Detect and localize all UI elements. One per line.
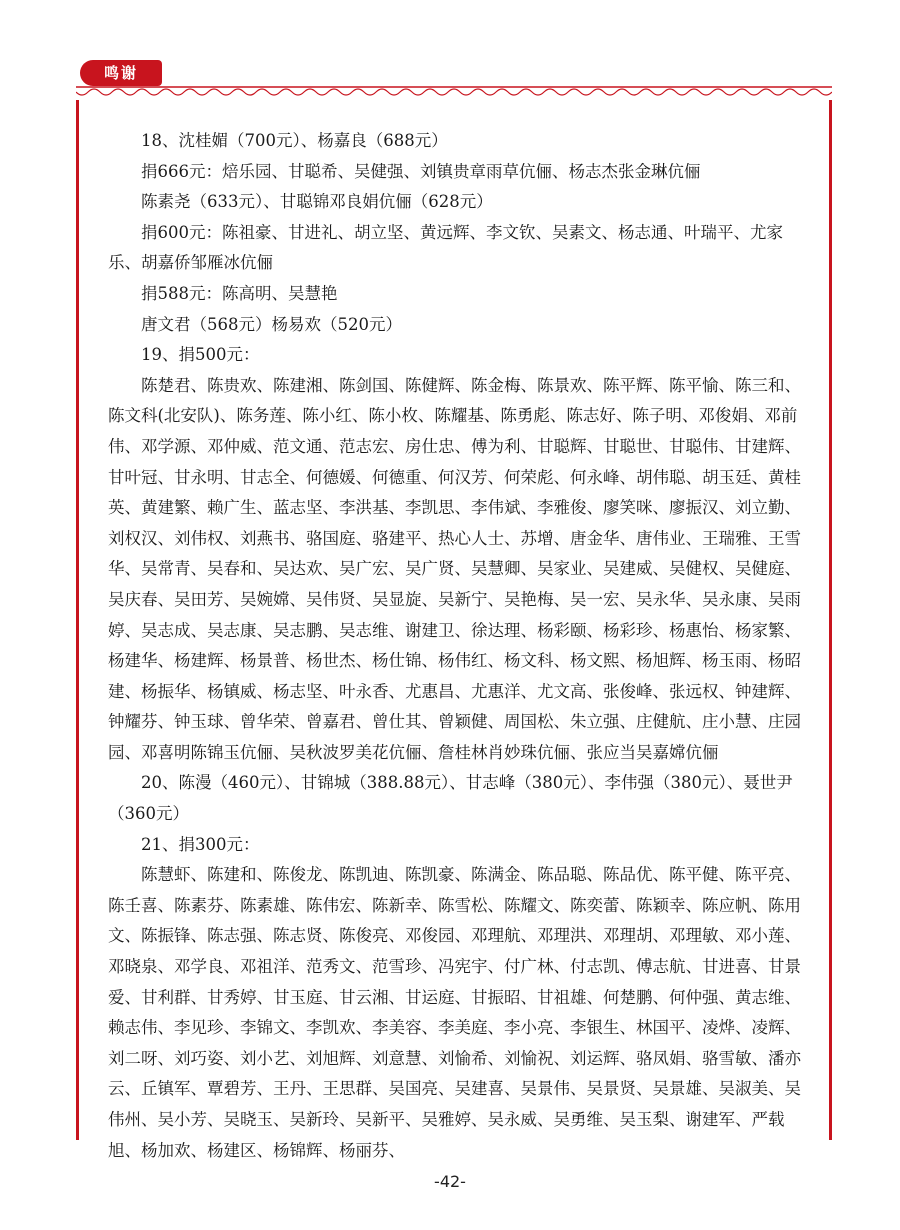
decorative-header-rule bbox=[76, 84, 832, 100]
right-margin-rule bbox=[829, 100, 832, 1140]
paragraph-20: 20、陈漫（460元）、甘锦城（388.88元）、甘志峰（380元）、李伟强（380元）、聂世尹（360元） bbox=[108, 773, 793, 824]
donors-300-list: 陈慧虾、陈建和、陈俊龙、陈凯迪、陈凯豪、陈满金、陈品聪、陈品优、陈平健、陈平亮、陈壬喜、陈素芬、陈素雄、陈伟宏、陈新幸、陈雪松、陈耀文、陈奕蕾、陈颖幸、陈应帆、陈用文、陈振锋、陈志强、陈志贤、陈俊亮、邓俊园、邓理航、邓理洪、邓理胡、邓理敏、邓小莲、邓晓泉、邓学良、邓祖洋、范秀文、范雪珍、冯宪宇、付广林、付志凯、傅志航、甘进喜、甘景爱、甘利群、甘秀婷、甘玉庭、甘云湘、甘运庭、甘振昭、甘祖雄、何楚鹏、何仲强、黄志维、赖志伟、李见珍、李锦文、李凯欢、李美容、李美庭、李小亮、李银生、林国平、凌烨、凌辉、刘二呀、刘巧姿、刘小艺、刘旭辉、刘意慧、刘愉希、刘愉祝、刘运辉、骆凤娟、骆雪敏、潘亦云、丘镇军、覃碧芳、王丹、王思群、吴国亮、吴建喜、吴景伟、吴景贤、吴景雄、吴淑美、吴伟州、吴小芳、吴晓玉、吴新玲、吴新平、吴雅婷、吴永威、吴勇维、吴玉梨、谢建军、严载旭、杨加欢、杨建区、杨锦辉、杨丽芬、 bbox=[108, 865, 801, 1160]
paragraph-633: 陈素尧（633元）、甘聪锦邓良娟伉俪（628元） bbox=[141, 192, 493, 212]
donors-500-list: 陈楚君、陈贵欢、陈建湘、陈剑国、陈健辉、陈金梅、陈景欢、陈平辉、陈平愉、陈三和、陈文科(北安队)、陈务莲、陈小红、陈小枚、陈耀基、陈勇彪、陈志好、陈子明、邓俊娟、邓前伟、邓学源、邓仲威、范文通、范志宏、房仕忠、傅为利、甘聪辉、甘聪世、甘聪伟、甘建辉、甘叶冠、甘永明、甘志全、何德媛、何德重、何汉芳、何荣彪、何永峰、胡伟聪、胡玉廷、黄桂英、黄建繁、赖广生、蓝志坚、李洪基、李凯思、李伟斌、李雅俊、廖笑咪、廖振汉、刘立勤、刘权汉、刘伟权、刘燕书、骆国庭、骆建平、热心人士、苏增、唐金华、唐伟业、王瑞雅、王雪华、吴常青、吴春和、吴达欢、吴广宏、吴广贤、吴慧卿、吴家业、吴建威、吴健权、吴健庭、吴庆春、吴田芳、吴婉嫦、吴伟贤、吴显旋、吴新宁、吴艳梅、吴一宏、吴永华、吴永康、吴雨婷、吴志成、吴志康、吴志鹏、吴志维、谢建卫、徐达理、杨彩颐、杨彩珍、杨惠怡、杨家繁、杨建华、杨建辉、杨景普、杨世杰、杨仕锦、杨伟红、杨文科、杨文熙、杨旭辉、杨玉雨、杨昭建、杨振华、杨镇威、杨志坚、叶永香、尤惠昌、尤惠洋、尤文高、张俊峰、张远权、钟建辉、钟耀芬、钟玉球、曾华荣、曾嘉君、曾仕其、曾颖健、周国松、朱立强、庄健航、庄小慧、庄园园、邓喜明陈锦玉伉俪、吴秋波罗美花伉俪、詹桂林肖妙珠伉俪、张应当吴嘉嫦伉俪 bbox=[108, 375, 801, 762]
section-tab-acknowledgements: 鸣谢 bbox=[80, 60, 162, 86]
page-number: -42- bbox=[434, 1172, 466, 1191]
paragraph-666: 捐666元：焙乐园、甘聪希、吴健强、刘镇贵章雨草伉俪、杨志杰张金琳伉俪 bbox=[141, 161, 701, 181]
paragraph-600: 捐600元：陈祖豪、甘进礼、胡立坚、黄远辉、李文钦、吴素文、杨志通、叶瑞平、尤家乐、胡嘉侨邹雁冰伉俪 bbox=[108, 222, 783, 273]
paragraph-18: 18、沈桂媚（700元）、杨嘉良（688元） bbox=[141, 131, 448, 150]
left-margin-rule bbox=[76, 100, 79, 1140]
paragraph-568: 唐文君（568元）杨易欢（520元） bbox=[141, 314, 402, 334]
heading-21: 21、捐300元： bbox=[141, 834, 260, 854]
donor-list-content bbox=[108, 126, 808, 1166]
heading-19: 19、捐500元： bbox=[141, 345, 260, 365]
paragraph-588: 捐588元：陈高明、吴慧艳 bbox=[141, 283, 338, 303]
